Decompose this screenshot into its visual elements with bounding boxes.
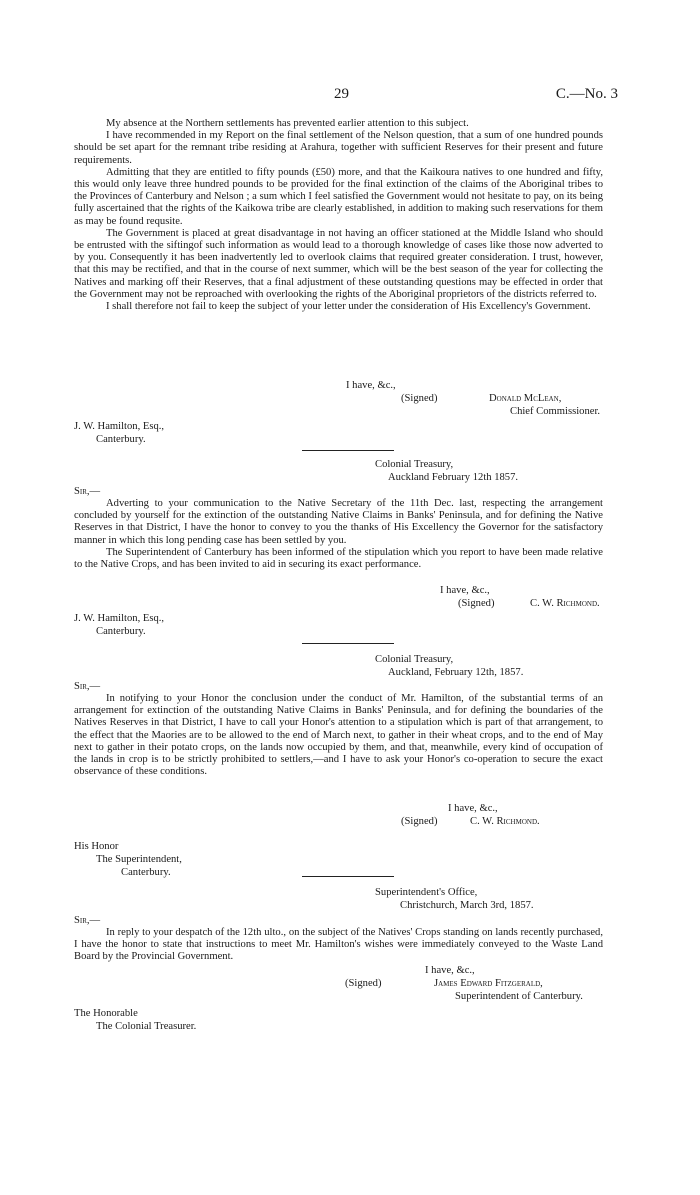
- letter2-body: [74, 498, 603, 571]
- letter3-date: Auckland, February 12th, 1857.: [388, 667, 524, 678]
- document-reference: C.—No. 3: [555, 86, 618, 102]
- letter3-body: [74, 693, 603, 778]
- letter2-addressee-place: Canterbury.: [96, 626, 146, 637]
- letter1-paragraph: I shall therefore not fail to keep the subject of your letter under the consideration of His Excellency's Government.: [106, 301, 591, 313]
- letter4-salutation: Sir,—: [74, 915, 101, 926]
- letter1-paragraph: Admitting that they are entitled to fifty pounds (£50) more, and that the Kaikoura natives to one hundred and fifty, this would only leave three hundred pounds to be provided for the final extinction of the claims of the Aboriginal tribes to the Provinces of Canterbury and Nelson ; a sum which I feel satisfied the Government would not hesitate to pay, on its being fully ascertained that the rights of the Kaikowa tribe are clearly established, in addition to making such reservations for them as may be found requsite.: [74, 166, 603, 227]
- letter4-paragraph: In reply to your despatch of the 12th ulto., on the subject of the Natives' Crops standing on lands recently purchased, I have the honor to state that instructions to meet Mr. Hamilton's wishes were immediately conveyed to the Waste Land Board by the Provincial Government.: [74, 927, 603, 963]
- letter1-addressee-place: Canterbury.: [96, 434, 146, 445]
- letter4-signed: (Signed): [345, 978, 382, 989]
- letter2-addressee: J. W. Hamilton, Esq.,: [74, 613, 165, 624]
- letter2-date: Auckland February 12th 1857.: [388, 472, 519, 483]
- section-divider: [302, 643, 394, 644]
- section-divider: [302, 450, 394, 451]
- letter3-salutation: Sir,—: [74, 681, 101, 692]
- letter1-closing: I have, &c.,: [346, 380, 396, 391]
- letter3-addressee: His Honor: [74, 841, 119, 852]
- letter2-signatory: C. W. Richmond.: [530, 598, 600, 609]
- letter4-title: Superintendent of Canterbury.: [455, 991, 583, 1002]
- letter1-addressee: J. W. Hamilton, Esq.,: [74, 421, 165, 432]
- letter1-signatory: Donald McLean,: [489, 393, 562, 404]
- letter2-signed: (Signed): [458, 598, 495, 609]
- letter4-body: [74, 927, 603, 964]
- letter3-signed: (Signed): [401, 816, 438, 827]
- letter4-signatory: James Edward Fitzgerald,: [434, 978, 543, 989]
- letter3-place: Colonial Treasury,: [375, 654, 454, 665]
- letter1-paragraph: My absence at the Northern settlements has prevented earlier attention to this subject.: [106, 118, 469, 129]
- letter4-addressee: The Honorable: [74, 1008, 138, 1019]
- letter2-closing: I have, &c.,: [440, 585, 490, 596]
- page-header: [0, 86, 700, 106]
- letter4-date: Christchurch, March 3rd, 1857.: [400, 900, 534, 911]
- letter3-paragraph: In notifying to your Honor the conclusion under the conduct of Mr. Hamilton, of the substantial terms of an arrangement for extinction of the outstanding Native Claims in Banks' Peninsula, and for defining the boundaries of the Natives Reserves in that District, I have to call your Honor's attention to a stipulation which is part of that arrangement, to the effect that the Maories are to be allowed to the end of March next, to gather in their wheat crops, and to the end of May next to gather in their potato crops, on the lands now occupied by them, and that, meanwhile, every kind of occupation of the lands in crop is to be strictly prohibited to settlers,—and I have to ask your Honor's co-operation to secure the exact observance of these conditions.: [74, 693, 603, 778]
- letter3-addressee-place: Canterbury.: [121, 867, 171, 878]
- letter3-closing: I have, &c.,: [448, 803, 498, 814]
- letter1-paragraph: I have recommended in my Report on the final settlement of the Nelson question, that a sum of one hundred pounds should be set apart for the remnant tribe residing at Arahura, together with sufficient Reserves for their present and future requirements.: [74, 130, 603, 166]
- letter4-closing: I have, &c.,: [425, 965, 475, 976]
- letter1-body: [74, 118, 603, 313]
- letter2-salutation: Sir,—: [74, 486, 101, 497]
- letter4-addressee-line2: The Colonial Treasurer.: [96, 1021, 197, 1032]
- letter2-paragraph: The Superintendent of Canterbury has been informed of the stipulation which you report to have been made relative to the Native Crops, and has been invited to aid in securing its exact performance.: [74, 546, 603, 571]
- letter3-signatory: C. W. Richmond.: [470, 816, 540, 827]
- letter3-addressee-line2: The Superintendent,: [96, 854, 182, 865]
- letter1-paragraph: The Government is placed at great disadvantage in not having an officer stationed at the Middle Island who should be entrusted with the siftingof such information as would lead to a thorough knowledge of cases like those now adverted to by you. Consequently it has been inadvertently led to overlook claims that required greater consideration. I trust, however, that this may be rectified, and that in the course of next summer, which will be the best season of the year for collecting the Natives and marking off their Reserves, that a final adjustment of these outstanding questions may be effected in order that the Government may not be reproached with overlooking the rights of the Aboriginal proprietors of the districts referred to.: [74, 227, 603, 300]
- letter2-paragraph: Adverting to your communication to the Native Secretary of the 11th Dec. last, respecting the arrangement concluded by yourself for the extinction of the outstanding Native Claims in Banks' Peninsula, and for defining the Native Reserves in that District, I have the honor to convey to you the thanks of His Excellency the Governor for the satisfactory manner in which this long pending case has been settled by you.: [74, 498, 603, 546]
- section-divider: [302, 876, 394, 877]
- letter1-signed: (Signed): [401, 393, 438, 404]
- page-number: 29: [334, 86, 349, 102]
- letter2-place: Colonial Treasury,: [375, 459, 454, 470]
- letter4-place: Superintendent's Office,: [375, 887, 478, 898]
- letter1-title: Chief Commissioner.: [510, 406, 601, 417]
